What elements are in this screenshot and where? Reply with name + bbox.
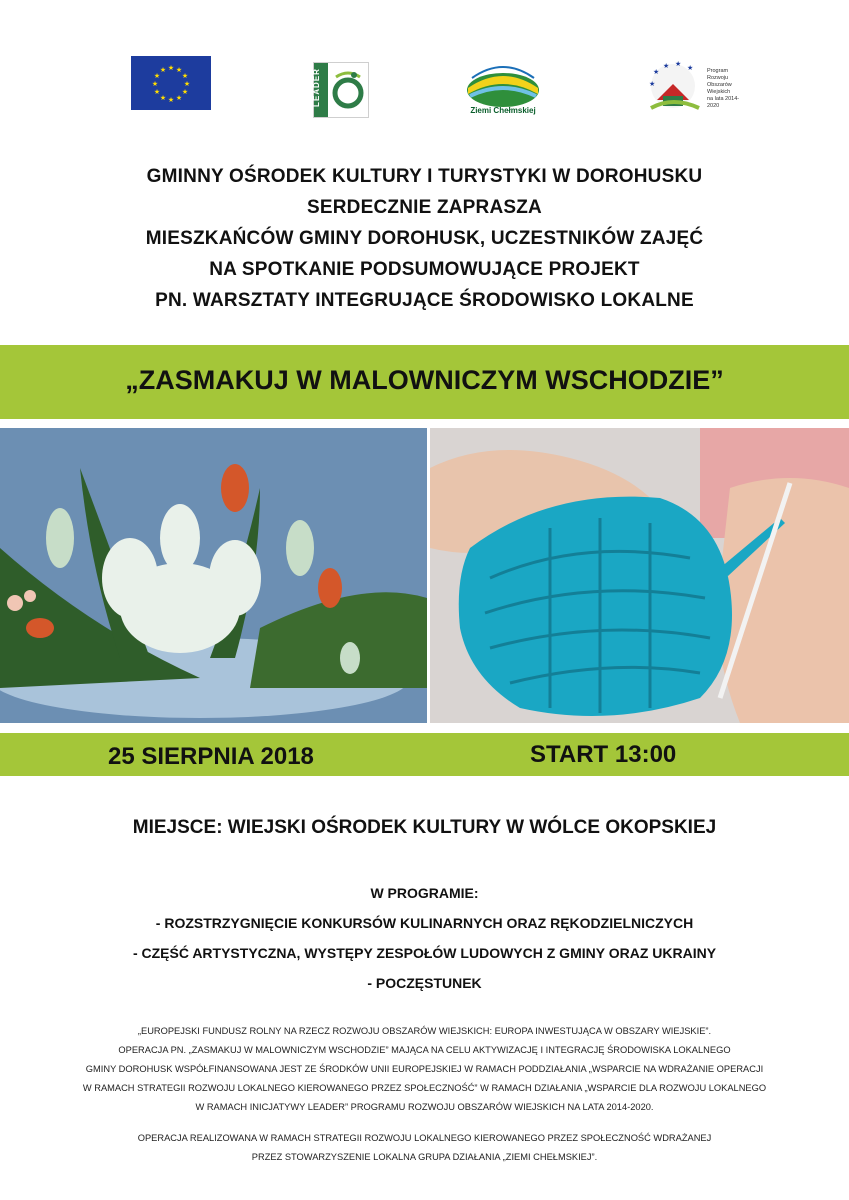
funding-notice	[0, 1022, 849, 1117]
svg-text:★: ★	[175, 66, 183, 74]
funding-line: „EUROPEJSKI FUNDUSZ ROLNY NA RZECZ ROZWOJU OBSZARÓW WIEJSKICH: EUROPA INWESTUJĄCA W OBSZARY WIEJSKIE”.	[137, 1026, 712, 1036]
prow-text: Program Rozwoju Obszarów Wiejskich na lata 2014-2020	[707, 68, 740, 109]
svg-text:★: ★	[649, 80, 656, 88]
svg-text:★: ★	[159, 94, 167, 102]
lgd-fields-icon	[462, 58, 544, 108]
svg-text:★: ★	[687, 64, 694, 72]
funding-line: W RAMACH INICJATYWY LEADER” PROGRAMU ROZWOJU OBSZARÓW WIEJSKICH NA LATA 2014-2020.	[195, 1102, 654, 1112]
svg-text:★: ★	[159, 66, 167, 74]
svg-text:★: ★	[183, 80, 191, 88]
svg-text:★: ★	[175, 94, 183, 102]
leader-logo	[313, 62, 369, 118]
event-title: „ZASMAKUJ W MALOWNICZYM WSCHODZIE”	[125, 365, 724, 395]
headline-line: SERDECZNIE ZAPRASZA	[307, 197, 542, 218]
svg-text:★: ★	[167, 96, 175, 104]
program-item: - CZĘŚĆ ARTYSTYCZNA, WYSTĘPY ZESPOŁÓW LUDOWYCH Z GMINY ORAZ UKRAINY	[132, 945, 717, 961]
date-band	[0, 733, 849, 776]
crochet-hands-image	[430, 428, 849, 723]
program-item: - ROZSTRZYGNIĘCIE KONKURSÓW KULINARNYCH ORAZ RĘKODZIELNICZYCH	[155, 915, 694, 931]
operation-notice	[0, 1129, 849, 1167]
headline-line: MIESZKAŃCÓW GMINY DOROHUSK, UCZESTNIKÓW ZAJĘĆ	[145, 228, 704, 249]
headline-line: NA SPOTKANIE PODSUMOWUJĄCE PROJEKT	[209, 259, 640, 280]
svg-text:★: ★	[167, 64, 175, 72]
invitation-headline	[0, 161, 849, 316]
logo-row	[0, 52, 849, 122]
prow-logo	[643, 56, 740, 116]
program-list	[0, 878, 849, 998]
svg-text:★: ★	[653, 68, 660, 76]
leader-strip	[311, 63, 328, 117]
crochet-photo	[430, 428, 849, 723]
prow-emblem-icon	[643, 56, 707, 116]
headline-line: PN. WARSZTATY INTEGRUJĄCE ŚRODOWISKO LOKALNE	[155, 290, 694, 311]
program-item: - POCZĘSTUNEK	[367, 975, 482, 991]
operation-line: PRZEZ STOWARZYSZENIE LOKALNA GRUPA DZIAŁANIA „ZIEMI CHEŁMSKIEJ”.	[251, 1152, 598, 1162]
event-date: 25 SIERPNIA 2018	[108, 743, 314, 770]
operation-line: OPERACJA REALIZOWANA W RAMACH STRATEGII ROZWOJU LOKALNEGO KIEROWANEGO PRZEZ SPOŁECZNOŚĆ WDRAŻANEJ	[137, 1133, 712, 1143]
headline-line: GMINNY OŚRODEK KULTURY I TURYSTYKI W DOROHUSKU	[146, 166, 703, 187]
svg-text:★: ★	[675, 60, 682, 68]
eu-flag-logo	[131, 56, 211, 110]
svg-text:★: ★	[153, 72, 161, 80]
lgd-ziemi-chelmskiej-logo	[462, 58, 544, 120]
svg-text:★: ★	[181, 88, 189, 96]
vegetable-bouquet-image	[0, 428, 427, 723]
event-start-time: START 13:00	[530, 741, 677, 768]
lgd-name: Ziemi Chełmskiej	[470, 106, 536, 115]
leader-emblem-icon	[330, 67, 366, 113]
funding-line: OPERACJA PN. „ZASMAKUJ W MALOWNICZYM WSCHODZIE” MAJĄCA NA CELU AKTYWIZACJĘ I INTEGRACJĘ ŚRODOWISKA LOKALNEGO	[118, 1045, 731, 1055]
svg-text:★: ★	[153, 88, 161, 96]
funding-line: GMINY DOROHUSK WSPÓŁFINANSOWANA JEST ZE ŚRODKÓW UNII EUROPEJSKIEJ W RAMACH PODDZIAŁANIA „WSPARCIE NA WDRAŻANIE OPERACJI	[85, 1064, 764, 1074]
vegetable-flower-photo	[0, 428, 427, 723]
leader-text: LEADER	[311, 68, 321, 107]
event-place: MIEJSCE: WIEJSKI OŚRODEK KULTURY W WÓLCE OKOPSKIEJ	[132, 817, 717, 838]
eu-stars-icon	[131, 56, 211, 110]
svg-text:★: ★	[663, 62, 670, 70]
funding-line: W RAMACH STRATEGII ROZWOJU LOKALNEGO KIEROWANEGO PRZEZ SPOŁECZNOŚĆ” W RAMACH DZIAŁANIA „WSPARCIE DLA ROZWOJU LOKALNEGO	[82, 1083, 767, 1093]
program-heading: W PROGRAMIE:	[370, 885, 479, 901]
svg-text:★: ★	[151, 80, 159, 88]
event-title-band	[0, 345, 849, 419]
svg-text:★: ★	[181, 72, 189, 80]
